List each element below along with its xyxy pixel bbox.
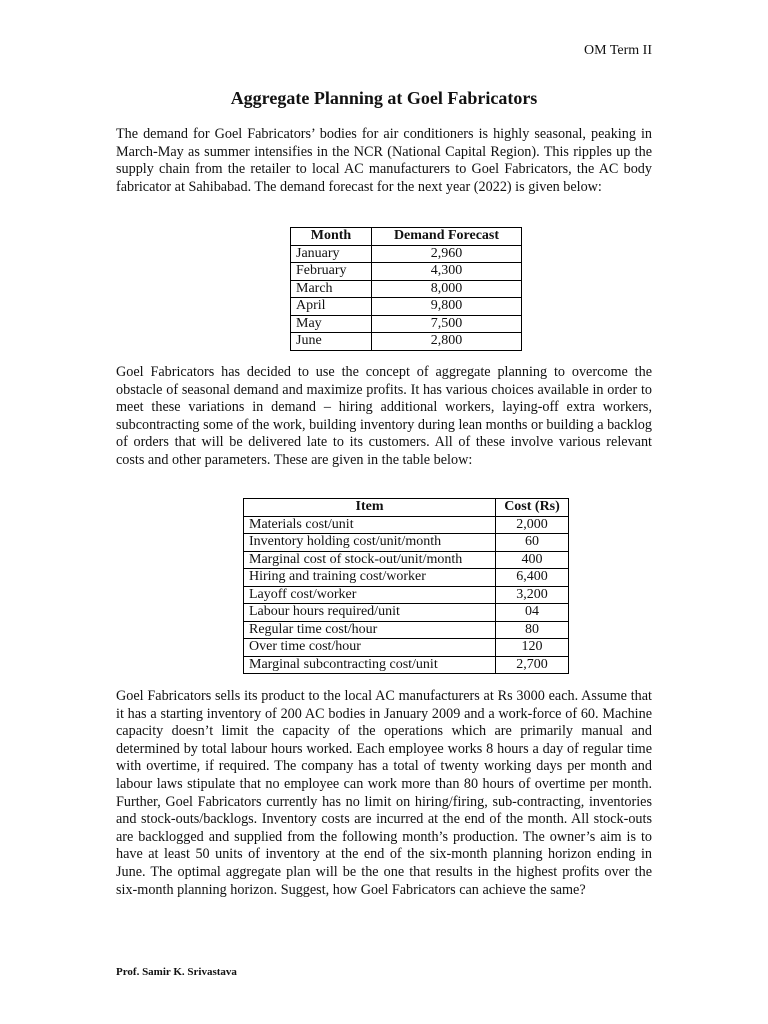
cost-cell: 2,700 xyxy=(496,656,569,674)
demand-forecast-table xyxy=(290,227,522,351)
item-cell: Labour hours required/unit xyxy=(244,604,496,622)
cost-cell: 2,000 xyxy=(496,516,569,534)
table-row xyxy=(291,245,522,263)
demand-cell: 7,500 xyxy=(372,315,522,333)
table-row xyxy=(244,621,569,639)
month-cell: February xyxy=(291,263,372,281)
demand-cell: 2,800 xyxy=(372,333,522,351)
table-row xyxy=(244,604,569,622)
item-cell: Materials cost/unit xyxy=(244,516,496,534)
table-row xyxy=(291,333,522,351)
item-cell: Layoff cost/worker xyxy=(244,586,496,604)
item-cell: Marginal subcontracting cost/unit xyxy=(244,656,496,674)
month-cell: January xyxy=(291,245,372,263)
cost-table xyxy=(243,498,569,674)
table-header-row xyxy=(244,499,569,517)
problem-paragraph: Goel Fabricators sells its product to the local AC manufacturers at Rs 3000 each. Assume that it has a starting inventory of 200 AC bodies in January 2009 and a work-force of 60. Machine capacity doesn’t limit the capacity of the operations which are primarily manual and determined by total labour hours worked. Each employee works 8 hours a day of regular time with overtime, if required. The company has a total of twenty working days per month and labour laws stipulate that no employee can work more than 80 hours of overtime per month. Further, Goel Fabricators currently has no limit on hiring/firing, sub-contracting, inventories and stock-outs/backlogs. Inventory costs are incurred at the end of the month. All stock-outs are backlogged and supplied from the following month’s production. The owner’s aim is to have at least 50 units of inventory at the end of the six-month planning horizon ending in June. The optimal aggregate plan will be the one that results in the highest profits over the six-month planning horizon. Suggest, how Goel Fabricators can achieve the same? xyxy=(116,688,652,898)
item-cell: Inventory holding cost/unit/month xyxy=(244,534,496,552)
cost-cell: 120 xyxy=(496,639,569,657)
item-cell: Marginal cost of stock-out/unit/month xyxy=(244,551,496,569)
column-header-month: Month xyxy=(291,228,372,246)
cost-cell: 80 xyxy=(496,621,569,639)
month-cell: May xyxy=(291,315,372,333)
cost-cell: 60 xyxy=(496,534,569,552)
cost-cell: 04 xyxy=(496,604,569,622)
item-cell: Regular time cost/hour xyxy=(244,621,496,639)
table-row xyxy=(291,263,522,281)
course-header: OM Term II xyxy=(584,43,652,58)
item-cell: Hiring and training cost/worker xyxy=(244,569,496,587)
demand-cell: 8,000 xyxy=(372,280,522,298)
table-row xyxy=(244,516,569,534)
demand-cell: 4,300 xyxy=(372,263,522,281)
cost-cell: 3,200 xyxy=(496,586,569,604)
cost-cell: 400 xyxy=(496,551,569,569)
author-footer: Prof. Samir K. Srivastava xyxy=(116,966,237,978)
table-row xyxy=(291,315,522,333)
table-row xyxy=(244,534,569,552)
column-header-demand: Demand Forecast xyxy=(372,228,522,246)
table-row xyxy=(244,656,569,674)
table-header-row xyxy=(291,228,522,246)
month-cell: April xyxy=(291,298,372,316)
intro-paragraph: The demand for Goel Fabricators’ bodies for air conditioners is highly seasonal, peaking in March-May as summer intensifies in the NCR (National Capital Region). This ripples up the supply chain from the retailer to local AC manufacturers to Goel Fabricators, the AC body fabricator at Sahibabad. The demand forecast for the next year (2022) is given below: xyxy=(116,126,652,195)
table-row xyxy=(244,569,569,587)
choices-paragraph: Goel Fabricators has decided to use the concept of aggregate planning to overcome the obstacle of seasonal demand and maximize profits. It has various choices available in order to meet these variations in demand – hiring additional workers, laying-off extra workers, subcontracting some of the work, building inventory during lean months or building a backlog of orders that will be delivered late to its customers. All of these involve various relevant costs and other parameters. These are given in the table below: xyxy=(116,364,652,468)
page-title: Aggregate Planning at Goel Fabricators xyxy=(230,88,538,108)
table-row xyxy=(244,639,569,657)
demand-cell: 2,960 xyxy=(372,245,522,263)
cost-cell: 6,400 xyxy=(496,569,569,587)
month-cell: June xyxy=(291,333,372,351)
table-row xyxy=(244,551,569,569)
column-header-cost: Cost (Rs) xyxy=(496,499,569,517)
month-cell: March xyxy=(291,280,372,298)
table-row xyxy=(291,298,522,316)
column-header-item: Item xyxy=(244,499,496,517)
demand-cell: 9,800 xyxy=(372,298,522,316)
table-row xyxy=(291,280,522,298)
item-cell: Over time cost/hour xyxy=(244,639,496,657)
table-row xyxy=(244,586,569,604)
